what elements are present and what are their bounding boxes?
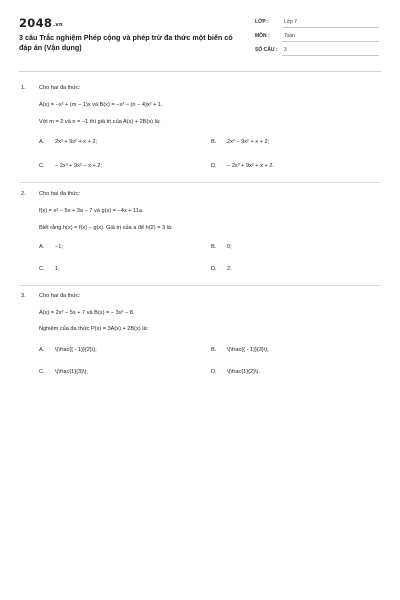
- option-d[interactable]: [211, 369, 260, 375]
- option-a[interactable]: [39, 139, 97, 145]
- question-number: 3.: [21, 293, 26, 299]
- meta-class-value: Lớp 7: [284, 19, 298, 25]
- option-text: 2.: [227, 266, 232, 272]
- option-text: \(\frac{{ - 1}}{2}\);: [55, 347, 97, 353]
- meta-subject-underline: [282, 41, 379, 42]
- option-letter: B.: [211, 347, 217, 353]
- question-line: Biết rằng h(x) = f(x) − g(x). Giá trị của a để h(2) = 3 là:: [39, 225, 173, 231]
- logo-suffix: .vn: [53, 22, 63, 28]
- page-title: 3 câu Trắc nghiệm Phép cộng và phép trừ đa thức một biến có đáp án (Vận dụng): [19, 33, 233, 52]
- meta-question-count-underline: [282, 55, 379, 56]
- option-c[interactable]: [39, 369, 88, 375]
- logo-text: 2048: [19, 16, 53, 30]
- option-c[interactable]: [39, 163, 102, 169]
- option-text: −1;: [55, 244, 63, 250]
- option-text: \(\frac{{ - 1}}{3}\);: [227, 347, 269, 353]
- meta-subject-value: Toán: [284, 33, 295, 39]
- option-text: \(\frac{1}{3}\);: [55, 369, 88, 375]
- question-line: Cho hai đa thức:: [39, 191, 81, 197]
- option-c[interactable]: [39, 266, 60, 272]
- option-b[interactable]: [211, 347, 269, 353]
- option-a[interactable]: [39, 347, 97, 353]
- option-letter: B.: [211, 139, 217, 145]
- question-line: Cho hai đa thức:: [39, 85, 81, 91]
- question-divider: [19, 285, 381, 286]
- option-b[interactable]: [211, 244, 232, 250]
- option-a[interactable]: [39, 244, 63, 250]
- option-letter: C.: [39, 266, 45, 272]
- meta-subject-label: MÔN :: [255, 33, 270, 39]
- question-line: Với m = 2 và n = −1 thì giá trị của A(x) + 2B(x) là:: [39, 119, 161, 125]
- option-text: 1;: [55, 266, 60, 272]
- question-number: 2.: [21, 191, 26, 197]
- meta-class-underline: [282, 27, 379, 28]
- option-b[interactable]: [211, 139, 269, 145]
- option-text: − 2x³ + 9x² − x + 2;: [55, 163, 102, 169]
- question-divider: [19, 182, 381, 183]
- option-letter: D.: [211, 369, 217, 375]
- option-d[interactable]: [211, 163, 274, 169]
- option-letter: A.: [39, 347, 45, 353]
- question-line: Cho hai đa thức:: [39, 293, 81, 299]
- option-letter: D.: [211, 266, 217, 272]
- option-text: 2x³ − 9x² + x + 2;: [227, 139, 270, 145]
- meta-class-label: LỚP :: [255, 19, 269, 25]
- option-d[interactable]: [211, 266, 232, 272]
- option-letter: C.: [39, 163, 45, 169]
- option-letter: A.: [39, 139, 45, 145]
- question-line: A(x) = −x² + (m − 1)x và B(x) = −x³ − (n − 4)x² + 1.: [39, 102, 163, 108]
- option-text: − 2x³ + 9x² + x + 2.: [227, 163, 274, 169]
- question-number: 1.: [21, 85, 26, 91]
- option-text: 2x³ + 9x² + x + 2;: [55, 139, 98, 145]
- question-line: Nghiệm của đa thức P(x) = 3A(x) + 2B(x) là:: [39, 326, 149, 332]
- option-letter: B.: [211, 244, 217, 250]
- option-letter: A.: [39, 244, 45, 250]
- header-divider: [19, 71, 381, 72]
- question-line: f(x) = x² − 5x + 3a − 7 và g(x) = −4x + 11a.: [39, 208, 144, 214]
- option-text: 0;: [227, 244, 232, 250]
- site-logo[interactable]: [19, 16, 63, 30]
- option-text: \(\frac{1}{2}\).: [227, 369, 260, 375]
- question-line: A(x) = 2x³ − 5x + 7 và B(x) = − 3x³ − 8.: [39, 310, 135, 316]
- meta-question-count-value: 3: [284, 47, 287, 53]
- option-letter: D.: [211, 163, 217, 169]
- option-letter: C.: [39, 369, 45, 375]
- meta-question-count-label: SỐ CÂU :: [255, 47, 278, 53]
